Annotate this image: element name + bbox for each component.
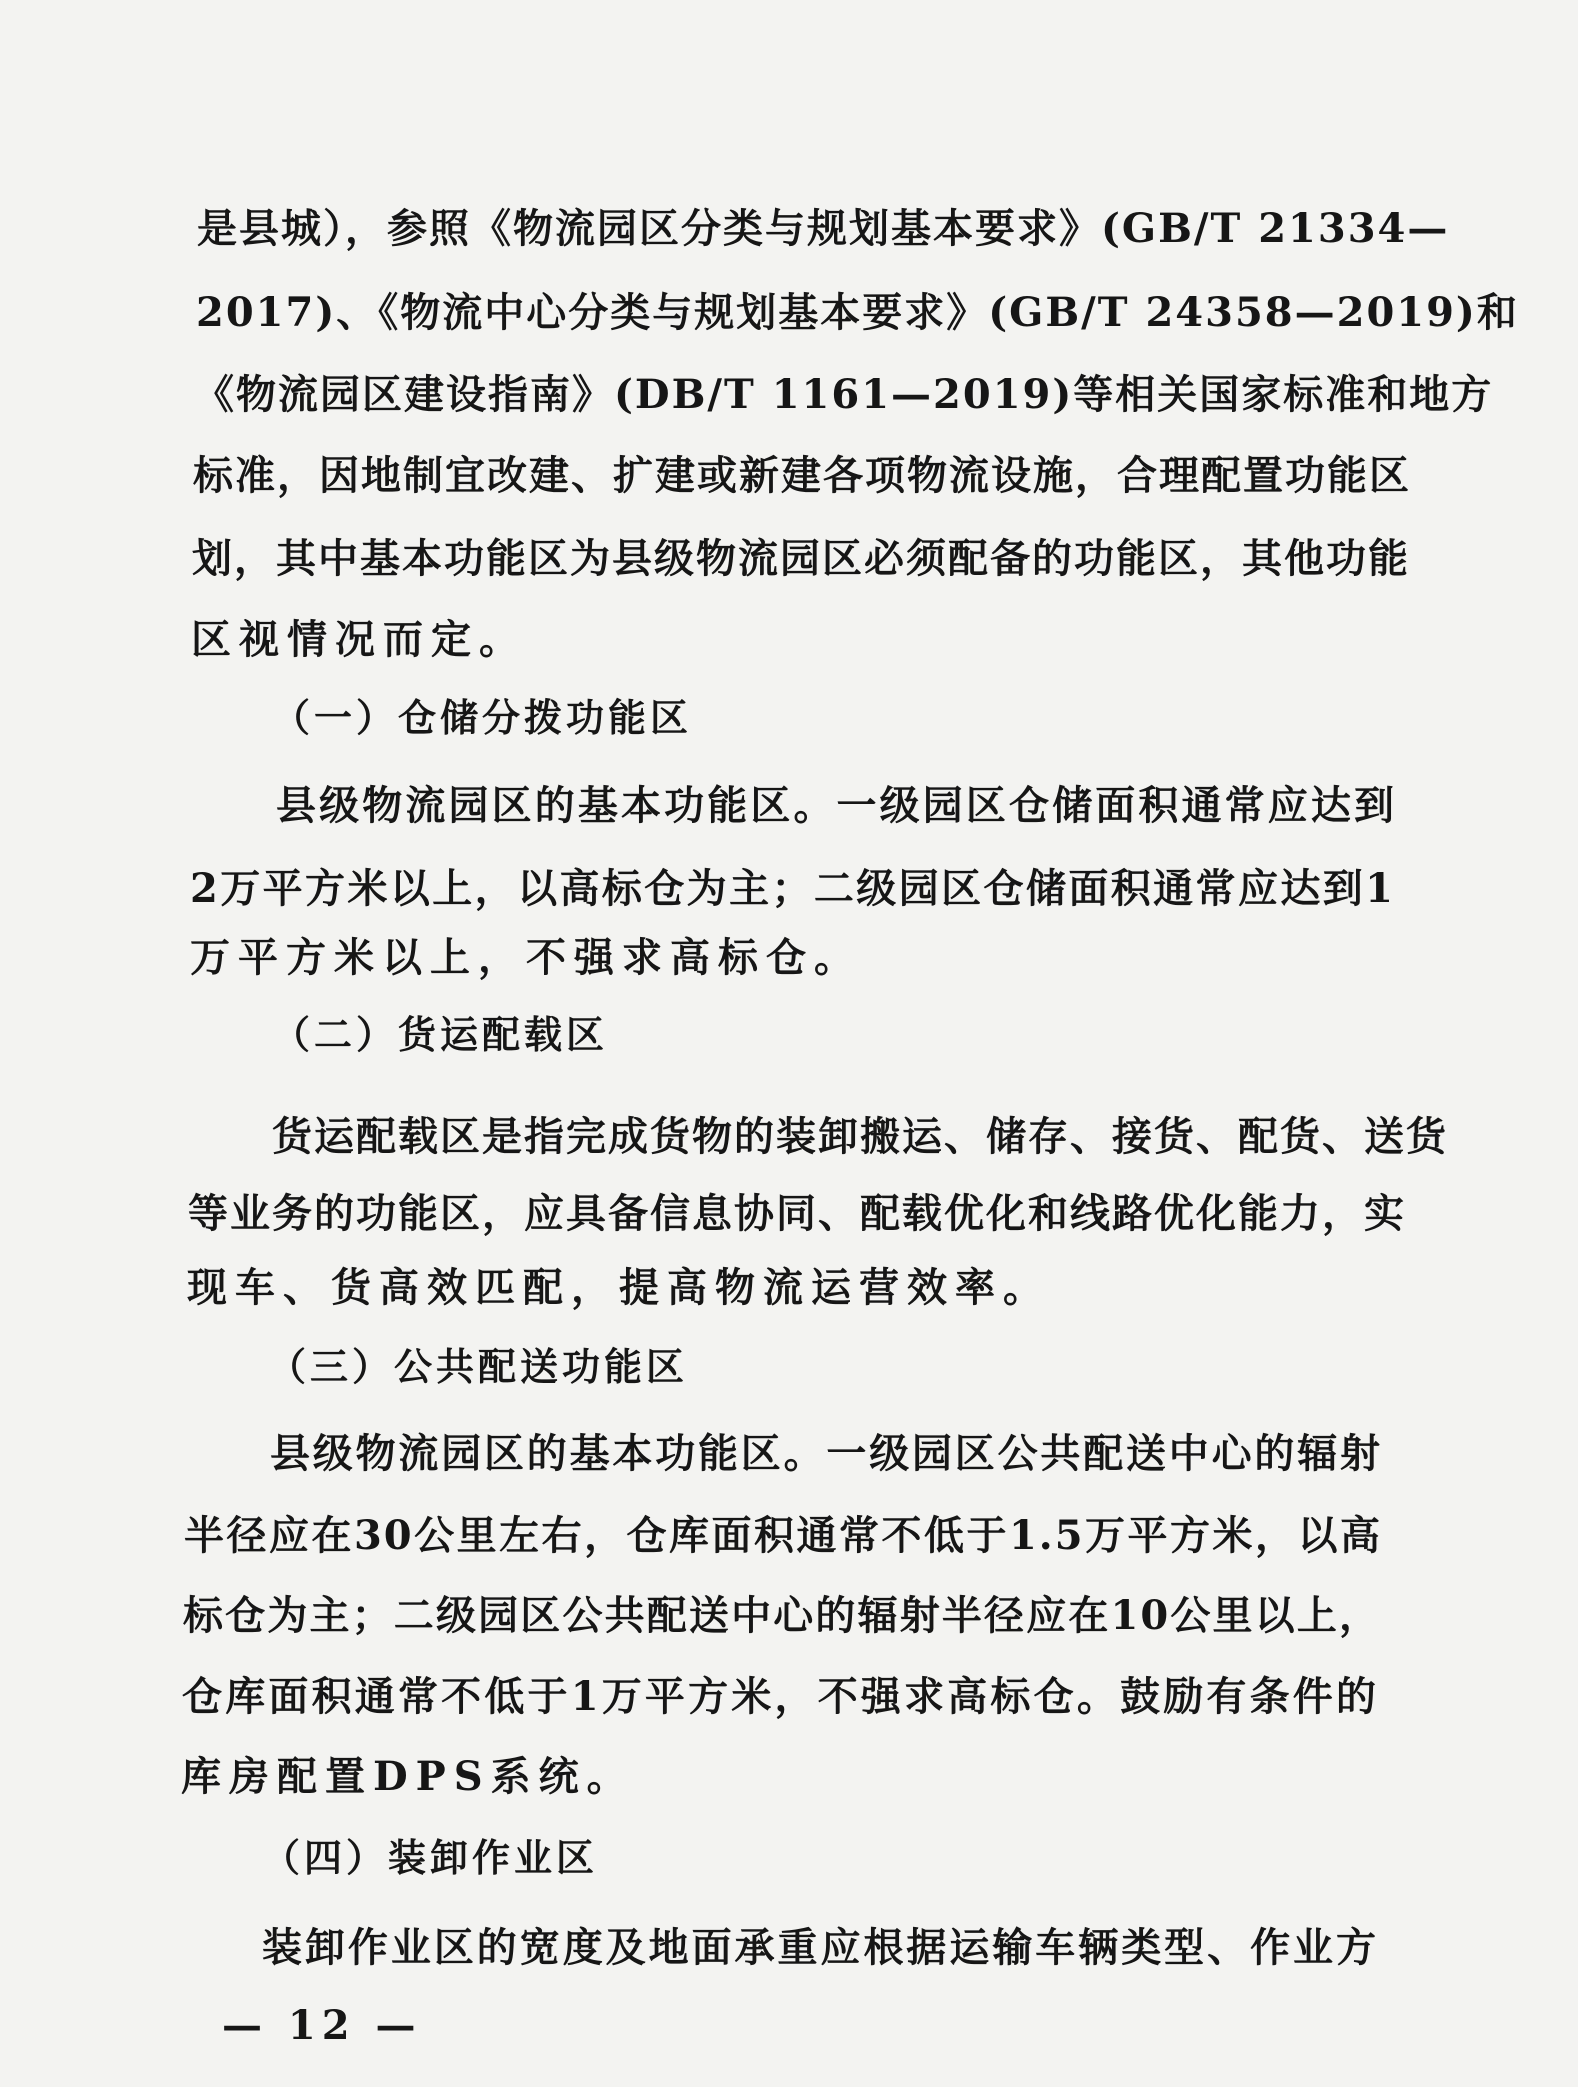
text-line: 等业务的功能区，应具备信息协同、配载优化和线路优化能力，实 (188, 1190, 1406, 1237)
text-line: 万平方米以上，不强求高标仓。 (190, 934, 862, 981)
text-line: 县级物流园区的基本功能区。一级园区公共配送中心的辐射 (270, 1430, 1382, 1477)
text-line: 标准，因地制宜改建、扩建或新建各项物流设施，合理配置功能区 (193, 452, 1411, 499)
text-line: 县级物流园区的基本功能区。一级园区仓储面积通常应达到 (276, 782, 1396, 829)
text-line: 仓库面积通常不低于1万平方米，不强求高标仓。鼓励有条件的 (182, 1673, 1378, 1720)
section-heading: （三）公共配送功能区 (268, 1344, 689, 1389)
text-line: 是县城），参照《物流园区分类与规划基本要求》(GB/T 21334— (197, 205, 1450, 252)
text-line: 库房配置DPS系统。 (181, 1753, 635, 1800)
text-line: 2017)、《物流中心分类与规划基本要求》(GB/T 24358—2019)和 (196, 289, 1519, 336)
text-line: 装卸作业区的宽度及地面承重应根据运输车辆类型、作业方 (262, 1924, 1378, 1971)
text-line: 2万平方米以上，以高标仓为主；二级园区仓储面积通常应达到1 (190, 865, 1395, 912)
text-line: 现车、货高效匹配，提高物流运营效率。 (187, 1264, 1051, 1311)
section-heading: （二）货运配载区 (272, 1012, 609, 1057)
text-line: 区视情况而定。 (191, 616, 527, 663)
text-line: 划，其中基本功能区为县级物流园区必须配备的功能区，其他功能 (192, 535, 1410, 582)
page-number: — 12 — (222, 2002, 422, 2049)
text-line: 货运配载区是指完成货物的装卸搬运、储存、接货、配货、送货 (272, 1113, 1448, 1160)
text-line: 《物流园区建设指南》(DB/T 1161—2019)等相关国家标准和地方 (194, 371, 1494, 418)
text-line: 标仓为主；二级园区公共配送中心的辐射半径应在10公里以上， (183, 1592, 1381, 1639)
text-line: 半径应在30公里左右，仓库面积通常不低于1.5万平方米，以高 (184, 1512, 1382, 1559)
section-heading: （四）装卸作业区 (262, 1835, 599, 1880)
section-heading: （一）仓储分拨功能区 (272, 695, 693, 740)
